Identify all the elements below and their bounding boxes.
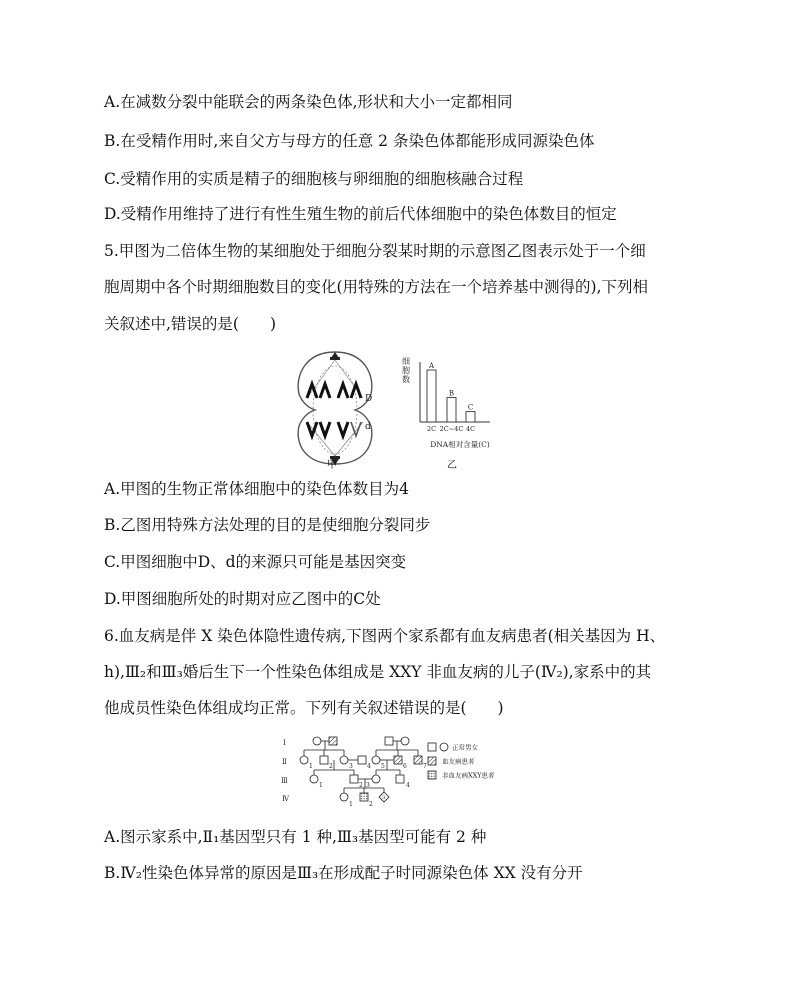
- pedigree-male-xxy: [360, 793, 368, 801]
- y-axis-label-char-2: 胞: [402, 366, 410, 375]
- bar-B: [447, 398, 456, 422]
- figure-yi-bar-chart: [400, 356, 500, 460]
- q5-option-c: C.甲图细胞中D、d的来源只可能是基因突变: [104, 553, 407, 571]
- gen-iii-number: 4: [406, 782, 410, 789]
- pedigree-female-normal: [310, 775, 318, 783]
- q5-stem-line-1: 5.甲图为二倍体生物的某细胞处于细胞分裂某时期的示意图乙图表示处于一个细: [104, 242, 646, 260]
- pedigree-female-normal: [372, 775, 380, 783]
- q6-stem-line-3: 他成员性染色体组成均正常。下列有关叙述错误的是( ): [104, 699, 504, 717]
- gen-iv-number: 1: [349, 801, 353, 808]
- bar-data-label: B: [448, 389, 455, 398]
- gen-iii-number: 1: [319, 782, 323, 789]
- pedigree-chart: [278, 730, 528, 810]
- q6-stem-line-1: 6.血友病是伴 X 染色体隐性遗传病,下图两个家系都有血友病患者(相关基因为 H、: [104, 627, 666, 645]
- legend-affected-icon: [428, 757, 436, 765]
- gen-ii-number: 6: [403, 763, 407, 770]
- bar-A: [427, 370, 436, 422]
- legend-xxy-icon: [428, 771, 436, 779]
- pedigree-male-normal: [350, 775, 358, 783]
- pedigree-male-normal: [358, 756, 366, 764]
- q4-option-a: A.在减数分裂中能联会的两条染色体,形状和大小一定都相同: [104, 93, 513, 111]
- legend-male-normal: [428, 743, 436, 751]
- gen-ii-number: 5: [381, 763, 385, 770]
- generation-label-4: Ⅳ: [282, 795, 289, 803]
- legend-normal-label: 正常男女: [452, 743, 478, 752]
- figure-jia-cell-diagram: [285, 346, 385, 474]
- pedigree-female-normal: [372, 756, 380, 764]
- gen-iv-number: 3: [382, 795, 386, 801]
- x-axis-label: DNA相对含量(C): [430, 440, 490, 449]
- generation-label-3: Ⅲ: [281, 777, 288, 785]
- pedigree-male-affected: [414, 756, 422, 764]
- legend-xxy-label: 非血友病XXY患者: [442, 771, 495, 780]
- pedigree-female-normal: [313, 737, 321, 745]
- pedigree-female-normal: [300, 756, 308, 764]
- q5-option-a: A.甲图的生物正常体细胞中的染色体数目为4: [104, 480, 409, 498]
- pedigree-male-affected: [394, 756, 402, 764]
- figure-jia-caption: 甲: [327, 460, 337, 471]
- gen-iv-number: 2: [369, 801, 373, 808]
- pedigree-male-normal: [396, 775, 404, 783]
- x-tick-label: 2C~4C: [439, 425, 464, 433]
- q5-stem-line-3: 关叙述中,错误的是( ): [104, 315, 277, 333]
- pedigree-female-normal: [340, 793, 348, 801]
- pedigree-male-normal: [385, 737, 393, 745]
- legend-affected-label: 血友病患者: [442, 757, 475, 766]
- pedigree-female-normal: [340, 756, 348, 764]
- q4-option-c: C.受精作用的实质是精子的细胞核与卵细胞的细胞核融合过程: [104, 170, 524, 188]
- figure-yi-caption: 乙: [447, 460, 457, 471]
- q6-stem-line-2: h),Ⅲ₂和Ⅲ₃婚后生下一个性染色体组成是 XXY 非血友病的儿子(Ⅳ₂),家系中的其: [104, 663, 652, 681]
- gen-iii-number: 3: [366, 782, 370, 789]
- q6-option-b: B.Ⅳ₂性染色体异常的原因是Ⅲ₃在形成配子时同源染色体 XX 没有分开: [104, 864, 583, 882]
- q5-stem-line-2: 胞周期中各个时期细胞数目的变化(用特殊的方法在一个培养基中测得的),下列相: [104, 278, 649, 296]
- q4-option-d: D.受精作用维持了进行有性生殖生物的前后代体细胞中的染色体数目的恒定: [104, 205, 617, 223]
- legend-female-normal: [440, 743, 448, 751]
- gene-label-lower: d: [365, 422, 371, 432]
- y-axis-label-char-3: 数: [402, 375, 410, 384]
- q6-option-a: A.图示家系中,Ⅱ₁基因型只有 1 种,Ⅲ₃基因型可能有 2 种: [104, 828, 487, 846]
- pedigree-female-normal: [401, 737, 409, 745]
- q5-option-b: B.乙图用特殊方法处理的目的是使细胞分裂同步: [104, 516, 431, 534]
- x-tick-label: 2C: [426, 425, 437, 433]
- gen-iii-number: 2: [359, 782, 363, 789]
- x-tick-label: 4C: [465, 425, 476, 433]
- gene-label-upper: D: [365, 394, 373, 404]
- bar-data-label: A: [428, 362, 435, 370]
- q5-option-d: D.甲图细胞所处的时期对应乙图中的C处: [104, 590, 381, 608]
- generation-label-2: Ⅱ: [282, 758, 287, 766]
- bar-C: [466, 412, 475, 422]
- gen-ii-number: 7: [423, 763, 427, 770]
- gen-ii-number: 1: [309, 763, 313, 770]
- y-axis-label-char-1: 细: [402, 357, 410, 366]
- gen-ii-number: 4: [367, 763, 371, 770]
- bar-data-label: C: [467, 403, 474, 412]
- generation-label-1: Ⅰ: [283, 739, 286, 747]
- gen-ii-number: 2: [329, 763, 333, 770]
- gen-ii-number: 3: [349, 763, 353, 770]
- pedigree-male-affected: [329, 737, 337, 745]
- q4-option-b: B.在受精作用时,来自父方与母方的任意 2 条染色体都能形成同源染色体: [104, 132, 595, 150]
